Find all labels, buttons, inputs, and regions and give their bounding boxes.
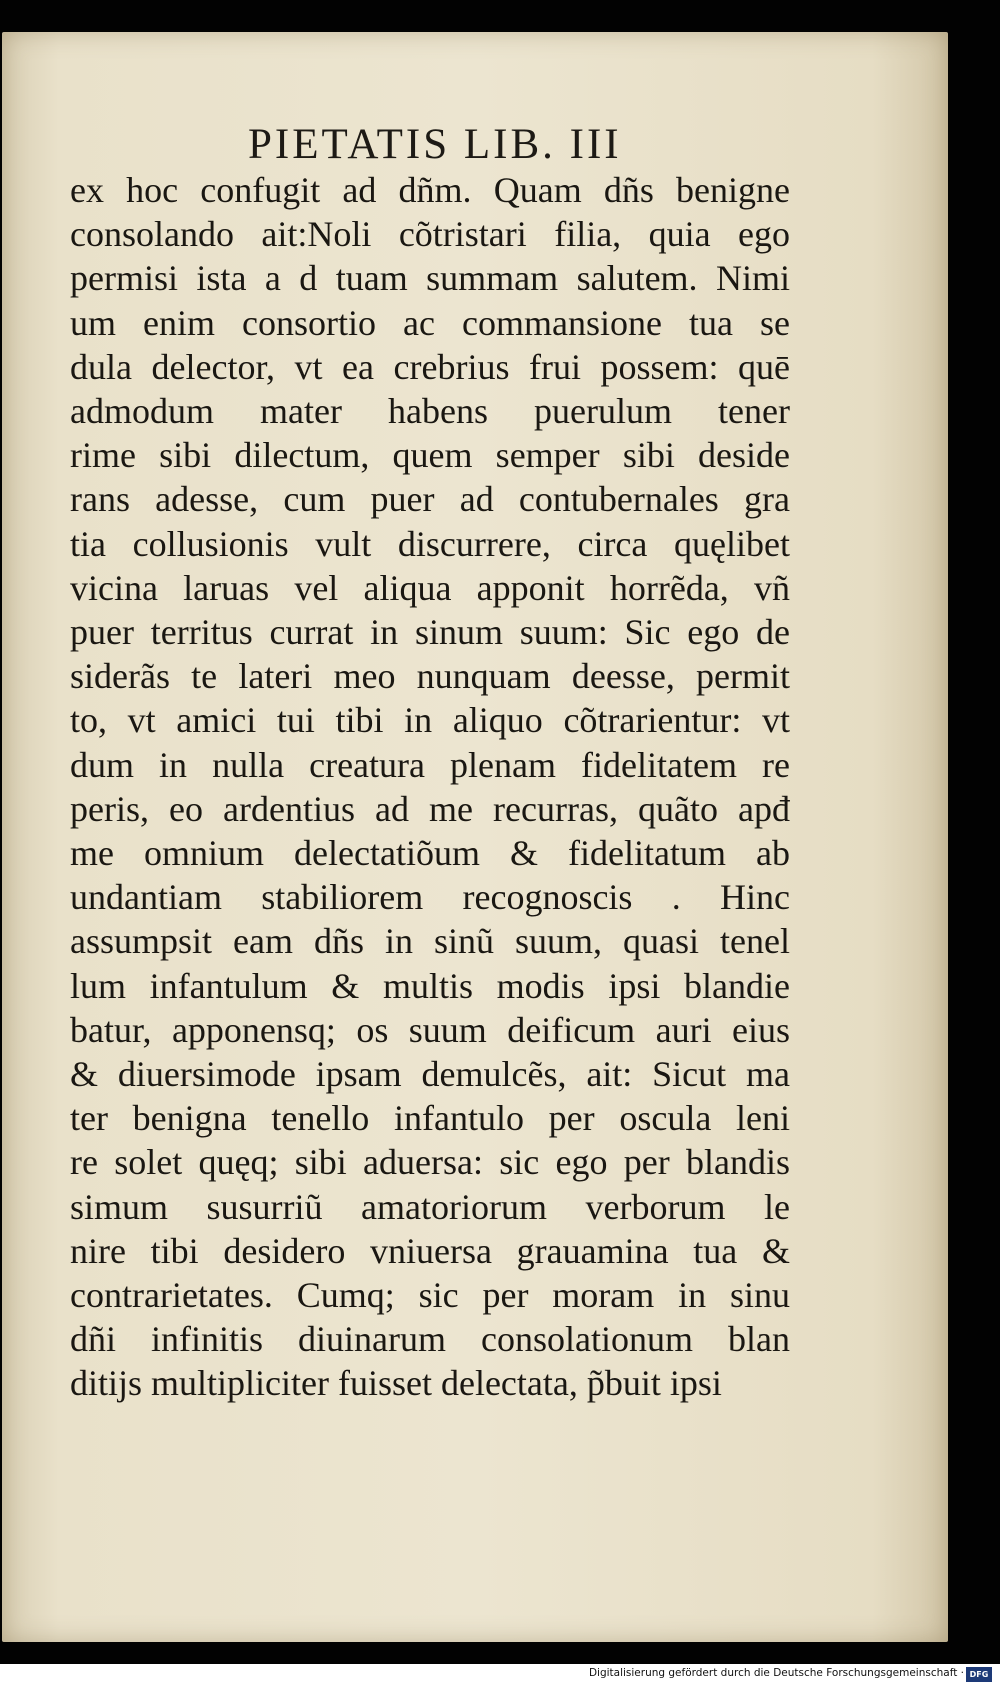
text-line: dula delector, vt ea crebrius frui possem: quē xyxy=(70,346,790,387)
body-text xyxy=(70,168,790,1406)
text-line: assumpsit eam dñs in sinũ suum, quasi tenel xyxy=(70,921,790,962)
text-line: undantiam stabiliorem recognoscis . Hinc xyxy=(70,877,790,918)
text-line: vicina laruas vel aliqua apponit horrẽda, vñ xyxy=(70,567,790,608)
text-line: ter benigna tenello infantulo per oscula leni xyxy=(70,1098,790,1139)
text-line: dum in nulla creatura plenam fidelitatem re xyxy=(70,744,790,785)
dfg-logo-icon: DFG xyxy=(966,1667,992,1682)
text-line: simum susurriũ amatoriorum verborum le xyxy=(70,1186,790,1227)
text-line: re solet quęq; sibi aduersa: sic ego per blandis xyxy=(70,1142,790,1183)
text-line: lum infantulum & multis modis ipsi blandie xyxy=(70,965,790,1006)
text-line: puer territus currat in sinum suum: Sic ego de xyxy=(70,612,790,653)
text-line: permisi ista a d tuam summam salutem. Nimi xyxy=(70,258,790,299)
text-line: um enim consortio ac commansione tua se xyxy=(70,302,790,343)
text-line: tia collusionis vult discurrere, circa quęlibet xyxy=(70,523,790,564)
text-line: nire tibi desidero vniuersa grauamina tua & xyxy=(70,1230,790,1271)
text-line: ditijs multipliciter fuisset delectata, p̃buit ipsi xyxy=(70,1363,722,1404)
text-line: peris, eo ardentius ad me recurras, quãto apđ xyxy=(70,788,790,829)
text-line: rans adesse, cum puer ad contubernales gra xyxy=(70,479,790,520)
text-line: dñi infinitis diuinarum consolationum blan xyxy=(70,1319,790,1360)
text-line: to, vt amici tui tibi in aliquo cõtrarientur: vt xyxy=(70,700,790,741)
text-line: admodum mater habens puerulum tener xyxy=(70,391,790,432)
text-line: ex hoc confugit ad dñm. Quam dñs benigne xyxy=(70,170,790,210)
text-line: me omnium delectatiõum & fidelitatum ab xyxy=(70,833,790,874)
text-line: & diuersimode ipsam demulcẽs, ait: Sicut ma xyxy=(70,1054,790,1095)
text-line: consolando ait:Noli cõtristari filia, quia ego xyxy=(70,214,790,255)
text-line: batur, apponensq; os suum deificum auri eius xyxy=(70,1009,790,1050)
funding-credit: Digitalisierung gefördert durch die Deutsche Forschungsgemeinschaft · xyxy=(588,1667,964,1679)
text-line: rime sibi dilectum, quem semper sibi deside xyxy=(70,435,790,476)
running-head: PIETATIS LIB. III xyxy=(248,121,622,168)
text-line: contrarietates. Cumq; sic per moram in sinu xyxy=(70,1275,790,1316)
text-line: siderãs te lateri meo nunquam deesse, permit xyxy=(70,656,790,697)
